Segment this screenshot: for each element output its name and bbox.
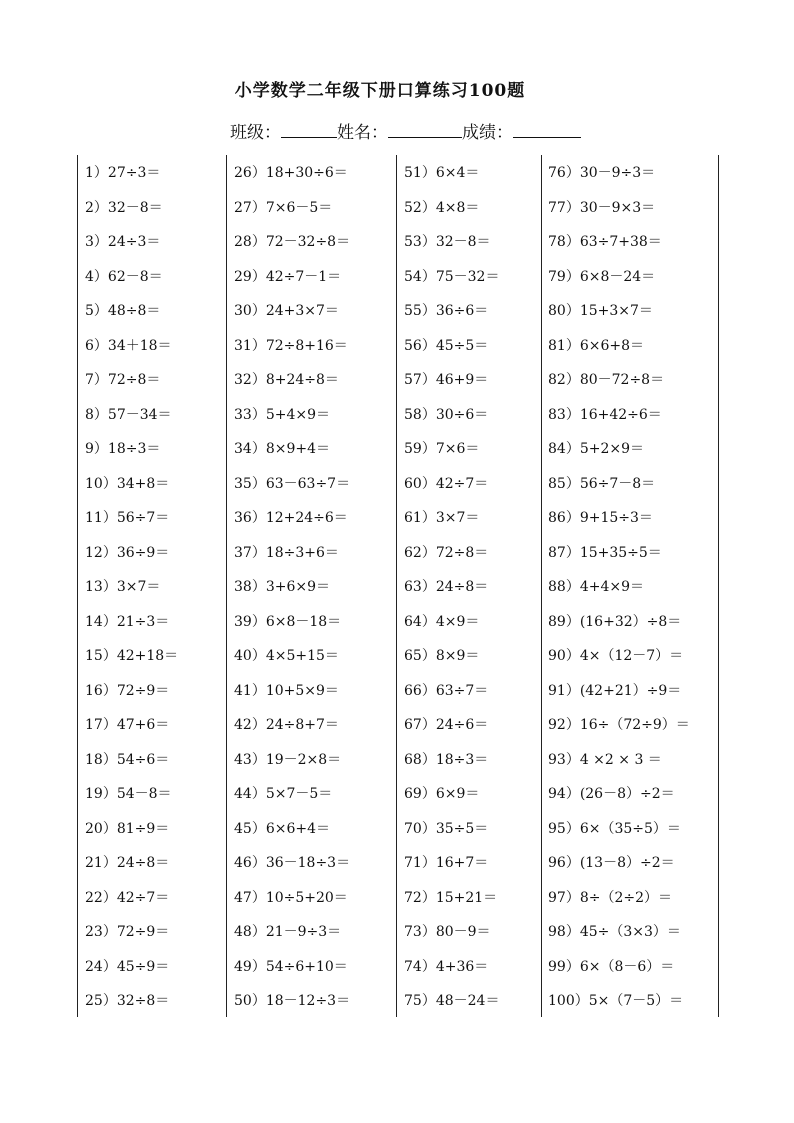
problem-item: 71）16+7＝ [404,855,489,871]
problem-item: 93）4 ×2 × 3 ＝ [548,751,662,768]
problem-item: 76）30－9÷3＝ [548,165,656,181]
problem-item: 72）15+21＝ [404,889,498,906]
problem-item: 86）9+15÷3＝ [548,510,653,526]
problem-item: 3）24÷3＝ [85,234,161,250]
problem-item: 12）36÷9＝ [85,544,170,561]
problem-item: 69）6×9＝ [404,786,480,802]
problem-item: 6）34＋18＝ [85,337,172,354]
problem-item: 30）24+3×7＝ [234,303,339,319]
problem-column-3 [404,163,554,1026]
problem-item: 64）4×9＝ [404,613,480,630]
problem-item: 95）6×（35÷5）＝ [548,820,681,837]
class-label: 班级： [230,123,281,143]
problem-item: 90）4×（12－7）＝ [548,648,684,664]
problem-item: 41）10+5×9＝ [234,682,339,699]
score-label: 成绩： [462,123,513,143]
problem-item: 53）32－8＝ [404,234,491,250]
name-blank[interactable] [388,119,462,138]
problem-item: 32）8+24÷8＝ [234,372,339,388]
problem-item: 98）45÷（3×3）＝ [548,924,681,940]
problem-item: 21）24÷8＝ [85,855,170,871]
problem-item: 2）32－8＝ [85,199,163,216]
class-blank[interactable] [281,119,337,138]
problem-item: 63）24÷8＝ [404,579,489,595]
problem-item: 51）6×4＝ [404,165,480,181]
problem-item: 56）45÷5＝ [404,337,489,354]
problem-item: 24）45÷9＝ [85,958,170,975]
page-title: 小学数学二年级下册口算练习100题 [234,81,526,101]
problem-item: 84）5+2×9＝ [548,441,644,457]
problem-item: 48）21－9÷3＝ [234,924,342,940]
problem-item: 39）6×8－18＝ [234,613,342,630]
problem-column-2 [234,163,384,1026]
problem-item: 92）16÷（72÷9）＝ [548,717,690,733]
problem-item: 99）6×（8－6）＝ [548,958,675,975]
problem-item: 11）56÷7＝ [85,510,170,526]
problem-item: 57）46+9＝ [404,372,489,388]
problem-item: 29）42÷7－1＝ [234,268,342,285]
problem-item: 5）48÷8＝ [85,303,161,319]
problem-item: 52）4×8＝ [404,199,480,216]
problem-item: 16）72÷9＝ [85,682,170,699]
problem-item: 87）15+35÷5＝ [548,544,662,561]
problem-item: 19）54－8＝ [85,786,172,802]
problem-item: 79）6×8－24＝ [548,268,656,285]
problem-item: 94）(26－8）÷2＝ [548,786,675,802]
problem-item: 49）54÷6+10＝ [234,958,348,975]
problem-item: 31）72÷8+16＝ [234,337,348,354]
problem-item: 40）4×5+15＝ [234,648,339,664]
grid-line [396,155,397,1017]
problem-item: 88）4+4×9＝ [548,579,644,595]
problem-item: 61）3×7＝ [404,510,480,526]
problem-item: 55）36÷6＝ [404,303,489,319]
problem-item: 8）57－34＝ [85,406,172,423]
problem-item: 97）8÷（2÷2）＝ [548,889,672,906]
problem-item: 28）72－32÷8＝ [234,234,351,250]
problem-item: 68）18÷3＝ [404,751,489,768]
problem-item: 35）63－63÷7＝ [234,475,351,492]
problem-item: 43）19－2×8＝ [234,751,342,768]
problem-item: 42）24÷8+7＝ [234,717,339,733]
problem-item: 7）72÷8＝ [85,372,161,388]
problem-item: 22）42÷7＝ [85,889,170,906]
problem-item: 67）24÷6＝ [404,717,489,733]
problem-item: 80）15+3×7＝ [548,303,653,319]
problem-item: 27）7×6－5＝ [234,199,333,216]
problem-item: 34）8×9+4＝ [234,441,330,457]
problem-item: 77）30－9×3＝ [548,199,656,216]
problem-item: 89）(16+32）÷8＝ [548,613,682,630]
problem-column-4 [548,163,698,1026]
problem-item: 75）48－24＝ [404,993,500,1009]
problem-item: 33）5+4×9＝ [234,406,330,423]
score-blank[interactable] [513,119,581,138]
problem-item: 59）7×6＝ [404,441,480,457]
problem-item: 66）63÷7＝ [404,682,489,699]
name-label: 姓名： [337,123,388,143]
problem-item: 37）18÷3+6＝ [234,544,339,561]
problem-item: 82）80－72÷8＝ [548,372,665,388]
problem-item: 65）8×9＝ [404,648,480,664]
problem-item: 47）10÷5+20＝ [234,889,348,906]
problem-item: 58）30÷6＝ [404,406,489,423]
problem-item: 46）36－18÷3＝ [234,855,351,871]
problem-item: 45）6×6+4＝ [234,820,330,837]
problem-item: 15）42+18＝ [85,648,179,664]
problem-item: 74）4+36＝ [404,958,489,975]
problem-item: 20）81÷9＝ [85,820,170,837]
problem-item: 78）63÷7+38＝ [548,234,662,250]
problem-item: 73）80－9＝ [404,924,491,940]
student-info-line [230,118,581,143]
problem-item: 4）62－8＝ [85,268,163,285]
problem-item: 60）42÷7＝ [404,475,489,492]
problem-item: 62）72÷8＝ [404,544,489,561]
problem-item: 50）18－12÷3＝ [234,993,351,1009]
grid-line [718,155,719,1017]
problem-item: 81）6×6+8＝ [548,337,644,354]
problem-item: 26）18+30÷6＝ [234,165,348,181]
problem-item: 18）54÷6＝ [85,751,170,768]
problem-column-1 [85,163,235,1026]
problem-item: 85）56÷7－8＝ [548,475,656,492]
problem-item: 13）3×7＝ [85,579,161,595]
problem-item: 23）72÷9＝ [85,924,170,940]
problem-item: 36）12+24÷6＝ [234,510,348,526]
problem-item: 9）18÷3＝ [85,441,161,457]
problem-item: 44）5×7－5＝ [234,786,333,802]
problem-item: 70）35÷5＝ [404,820,489,837]
problem-item: 38）3+6×9＝ [234,579,330,595]
problem-item: 96）(13－8）÷2＝ [548,855,675,871]
problem-item: 83）16+42÷6＝ [548,406,662,423]
problem-item: 17）47+6＝ [85,717,170,733]
problem-item: 54）75－32＝ [404,268,500,285]
problem-item: 1）27÷3＝ [85,165,161,181]
problem-item: 100）5×（7－5）＝ [548,993,684,1009]
problem-item: 25）32÷8＝ [85,993,170,1009]
problem-item: 14）21÷3＝ [85,613,170,630]
grid-line [77,155,78,1017]
problem-item: 10）34+8＝ [85,475,170,492]
problem-item: 91）(42+21）÷9＝ [548,682,682,699]
